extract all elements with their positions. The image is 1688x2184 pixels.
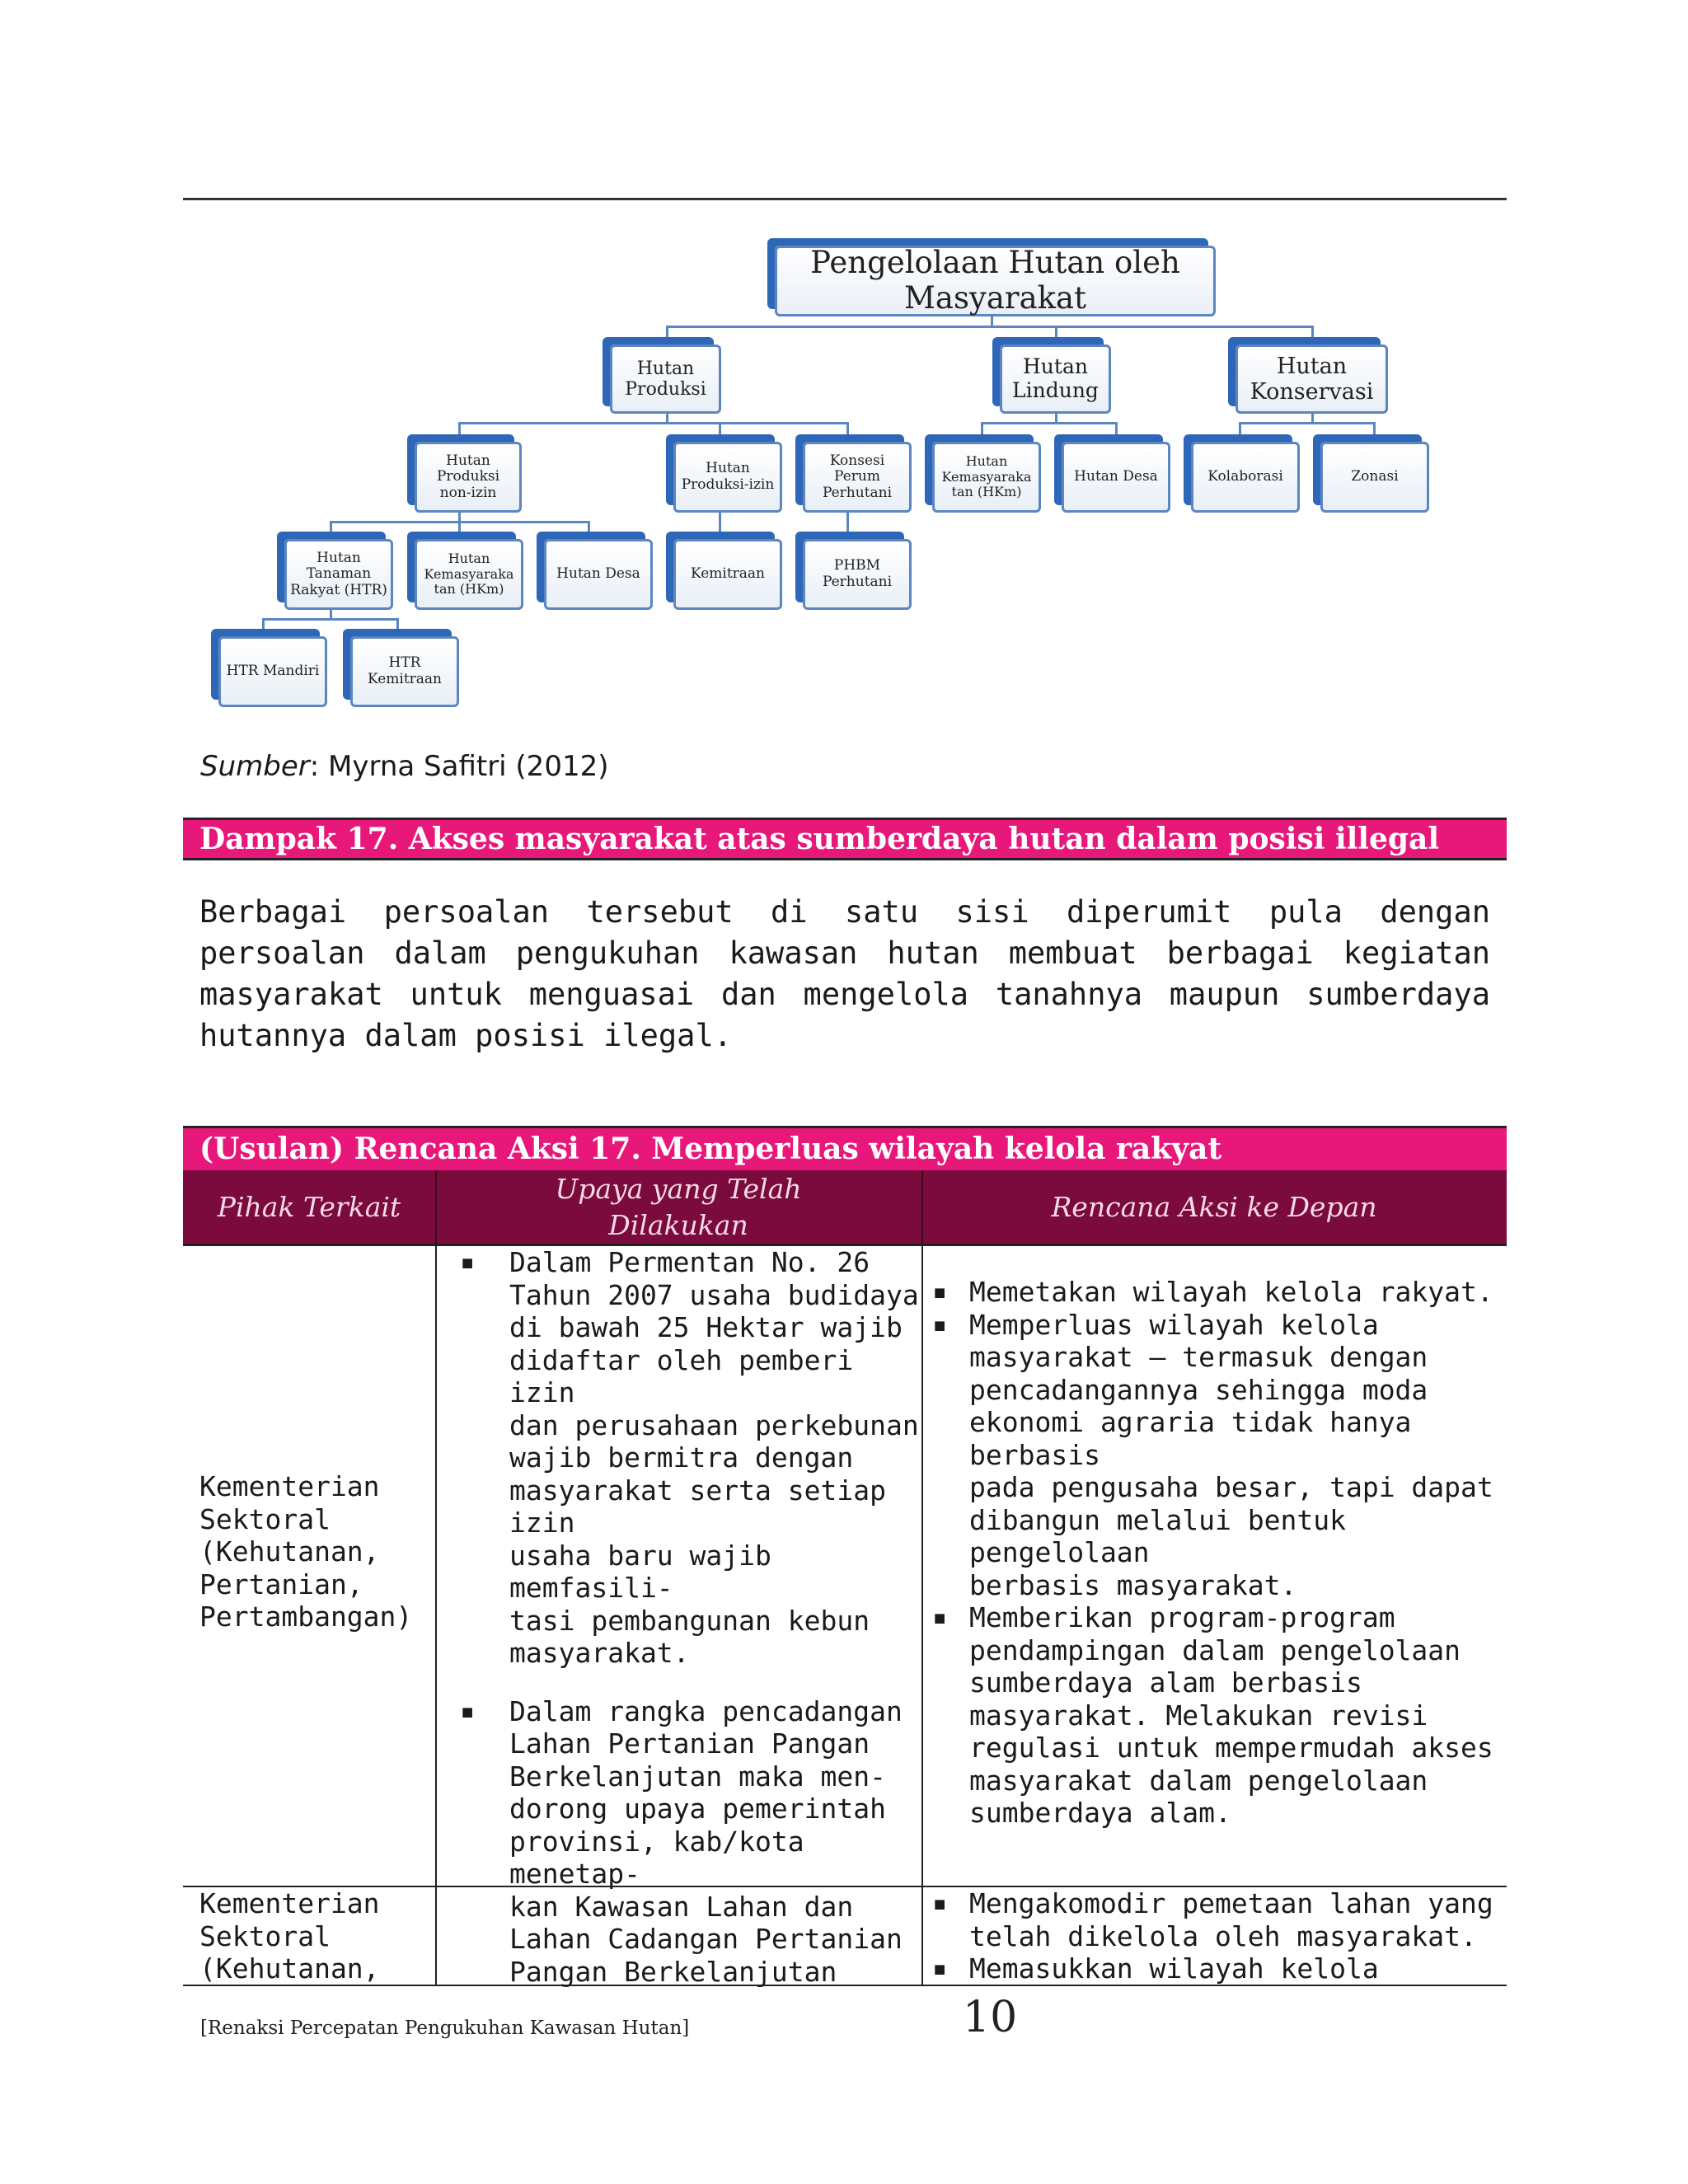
row1-pihak xyxy=(199,1470,430,1633)
connector xyxy=(458,422,461,438)
table-header xyxy=(183,1170,1507,1246)
rencana-item-memberikan xyxy=(969,1601,1505,1830)
upaya-line: dan perusahaan perkebunan xyxy=(509,1408,919,1441)
connector xyxy=(846,422,849,438)
upaya-line: kan Kawasan Lahan dan xyxy=(509,1890,854,1923)
org-node-zonasi: Zonasi xyxy=(1320,442,1429,513)
upaya-line: Berkelanjutan maka men- xyxy=(509,1760,886,1793)
rencana-item-memasukkan xyxy=(969,1952,1505,1985)
upaya-line: masyarakat. xyxy=(509,1637,690,1669)
connector xyxy=(1373,422,1376,438)
org-node-nonizin-hkm: Hutan Kemasyaraka tan (HKm) xyxy=(415,539,523,610)
upaya-line: masyarakat serta setiap izin xyxy=(509,1474,886,1539)
org-node-root: Pengelolaan Hutan oleh Masyarakat xyxy=(775,246,1216,316)
row1-pihak-line: (Kehutanan, xyxy=(199,1535,380,1568)
org-node-lindung-hkm: Hutan Kemasyaraka tan (HKm) xyxy=(932,442,1041,513)
rencana-item-mengakomodir xyxy=(969,1887,1505,1952)
org-node-hutan-lindung: Hutan Lindung xyxy=(1000,344,1111,414)
row2-pihak-line: (Kehutanan, xyxy=(199,1952,380,1985)
upaya-line: tasi pembangunan kebun xyxy=(509,1604,870,1637)
rencana-heading: (Usulan) Rencana Aksi 17. Memperluas wilayah kelola rakyat xyxy=(183,1126,1507,1170)
connector xyxy=(719,422,721,438)
upaya-line: ▪ Dalam Permentan No. 26 xyxy=(509,1246,870,1278)
connector xyxy=(458,422,849,424)
org-node-htr: Hutan Tanaman Rakyat (HTR) xyxy=(284,539,393,610)
rencana-line: ekonomi agraria tidak hanya berbasis xyxy=(969,1406,1412,1471)
row2-pihak xyxy=(199,1887,430,1985)
row2-pihak-line: Sektoral xyxy=(199,1919,331,1952)
footer-running-title: [Renaksi Percepatan Pengukuhan Kawasan Hutan] xyxy=(200,2018,690,2039)
connector xyxy=(330,521,332,536)
org-node-konsesi-perhutani: Konsesi Perum Perhutani xyxy=(803,442,912,513)
connector xyxy=(458,521,461,536)
connector xyxy=(1311,326,1314,342)
connector xyxy=(719,511,721,536)
upaya-line: usaha baru wajib memfasili- xyxy=(509,1539,771,1604)
connector xyxy=(1239,422,1376,424)
org-node-lindung-hutan-desa: Hutan Desa xyxy=(1062,442,1170,513)
upaya-line: Pangan Berkelanjutan xyxy=(509,1955,837,1988)
row1-pihak-line: Pertanian, xyxy=(199,1568,363,1601)
org-node-kolaborasi: Kolaborasi xyxy=(1191,442,1300,513)
row1-pihak-line: Pertambangan) xyxy=(199,1601,413,1633)
row2-rencana-list xyxy=(969,1887,1505,1985)
upaya-line: Tahun 2007 usaha budidaya xyxy=(509,1278,919,1311)
upaya-line: Lahan Cadangan Pertanian xyxy=(509,1923,903,1955)
header-rencana: Rencana Aksi ke Depan xyxy=(1051,1190,1377,1223)
org-node-htr-mandiri: HTR Mandiri xyxy=(218,636,327,707)
connector xyxy=(588,521,590,536)
header-pihak: Pihak Terkait xyxy=(217,1190,401,1223)
upaya-item-pencadangan xyxy=(509,1695,921,1989)
rencana-line: regulasi untuk mempermudah akses xyxy=(969,1732,1493,1764)
org-node-phbm: PHBM Perhutani xyxy=(803,539,912,610)
row1-upaya-list xyxy=(509,1246,921,1988)
org-chart xyxy=(0,0,1688,742)
source-text: : Myrna Safitri (2012) xyxy=(309,750,609,783)
table-border xyxy=(435,1170,437,1246)
table-border xyxy=(921,1246,923,1986)
source-caption xyxy=(200,750,608,783)
connector xyxy=(1115,422,1118,438)
org-node-nonizin-hutan-desa: Hutan Desa xyxy=(544,539,653,610)
rencana-line: pada pengusaha besar, tapi dapat xyxy=(969,1471,1493,1503)
connector xyxy=(981,422,983,438)
body-paragraph: Berbagai persoalan tersebut di satu sisi diperumit pula dengan persoalan dalam pengukuhan kawasan hutan membuat berbagai kegiatan masyarakat untuk menguasai dan mengelola tanahnya maupun sumberdaya hutannya dalam posisi ilegal. xyxy=(199,894,1490,1053)
connector xyxy=(981,422,1118,424)
upaya-line: provinsi, kab/kota menetap- xyxy=(509,1825,804,1890)
row2-pihak-line: Kementerian xyxy=(199,1887,380,1919)
rencana-line: sumberdaya alam berbasis xyxy=(969,1666,1362,1699)
org-node-hutan-konservasi: Hutan Konservasi xyxy=(1236,344,1388,414)
source-label: Sumber xyxy=(200,750,310,783)
org-node-hutan-produksi: Hutan Produksi xyxy=(610,344,721,414)
connector xyxy=(846,511,849,536)
org-node-produksi-non-izin: Hutan Produksi non-izin xyxy=(415,442,522,513)
org-node-htr-kemitraan: HTR Kemitraan xyxy=(350,636,459,707)
org-node-kemitraan: Kemitraan xyxy=(673,539,782,610)
upaya-line: di bawah 25 Hektar wajib xyxy=(509,1311,903,1343)
rencana-line: dibangun melalui bentuk pengelolaan xyxy=(969,1503,1346,1568)
connector xyxy=(666,326,668,342)
upaya-item-permentan xyxy=(509,1246,921,1670)
rencana-line: ▪ Memperluas wilayah kelola xyxy=(969,1308,1379,1341)
row1-pihak-line: Kementerian xyxy=(199,1470,380,1502)
rencana-item-memperluas xyxy=(969,1309,1505,1602)
upaya-line: wajib bermitra dengan xyxy=(509,1441,854,1474)
dampak-heading: Dampak 17. Akses masyarakat atas sumberdaya hutan dalam posisi illegal xyxy=(183,818,1507,860)
rencana-line: ▪ Memberikan program-program xyxy=(969,1601,1395,1633)
connector xyxy=(262,618,399,621)
upaya-line: ▪ Dalam rangka pencadangan xyxy=(509,1694,903,1727)
connector xyxy=(262,618,265,633)
table-border xyxy=(435,1246,437,1986)
upaya-line: Lahan Pertanian Pangan xyxy=(509,1727,870,1760)
rencana-line: telah dikelola oleh masyarakat. xyxy=(969,1919,1477,1952)
connector xyxy=(396,618,399,633)
rencana-line: pencadangannya sehingga moda xyxy=(969,1373,1428,1406)
rencana-line: ▪ Memasukkan wilayah kelola xyxy=(969,1952,1379,1985)
rencana-line: berbasis masyarakat. xyxy=(969,1568,1297,1601)
org-node-produksi-izin: Hutan Produksi-izin xyxy=(673,442,782,513)
connector xyxy=(1055,326,1057,342)
rencana-line: pendampingan dalam pengelolaan xyxy=(969,1633,1461,1666)
row1-pihak-line: Sektoral xyxy=(199,1502,331,1535)
connector xyxy=(666,326,1314,328)
upaya-line: dorong upaya pemerintah xyxy=(509,1793,886,1825)
connector xyxy=(991,315,993,326)
page-number: 10 xyxy=(963,1993,1018,2042)
rencana-line: masyarakat – termasuk dengan xyxy=(969,1341,1428,1373)
rencana-line: masyarakat dalam pengelolaan xyxy=(969,1764,1428,1797)
rencana-line: sumberdaya alam. xyxy=(969,1797,1231,1829)
header-upaya: Upaya yang Telah Dilakukan xyxy=(555,1172,802,1241)
rencana-line: ▪ Mengakomodir pemetaan lahan yang xyxy=(969,1887,1493,1919)
rencana-line: masyarakat. Melakukan revisi xyxy=(969,1699,1428,1732)
row1-rencana-list xyxy=(969,1276,1505,1830)
connector xyxy=(1239,422,1241,438)
rencana-line: ▪ Memetakan wilayah kelola rakyat. xyxy=(969,1276,1493,1308)
table-border xyxy=(921,1170,923,1246)
rencana-item-memetakan xyxy=(969,1276,1505,1309)
upaya-line: didaftar oleh pemberi izin xyxy=(509,1343,854,1408)
